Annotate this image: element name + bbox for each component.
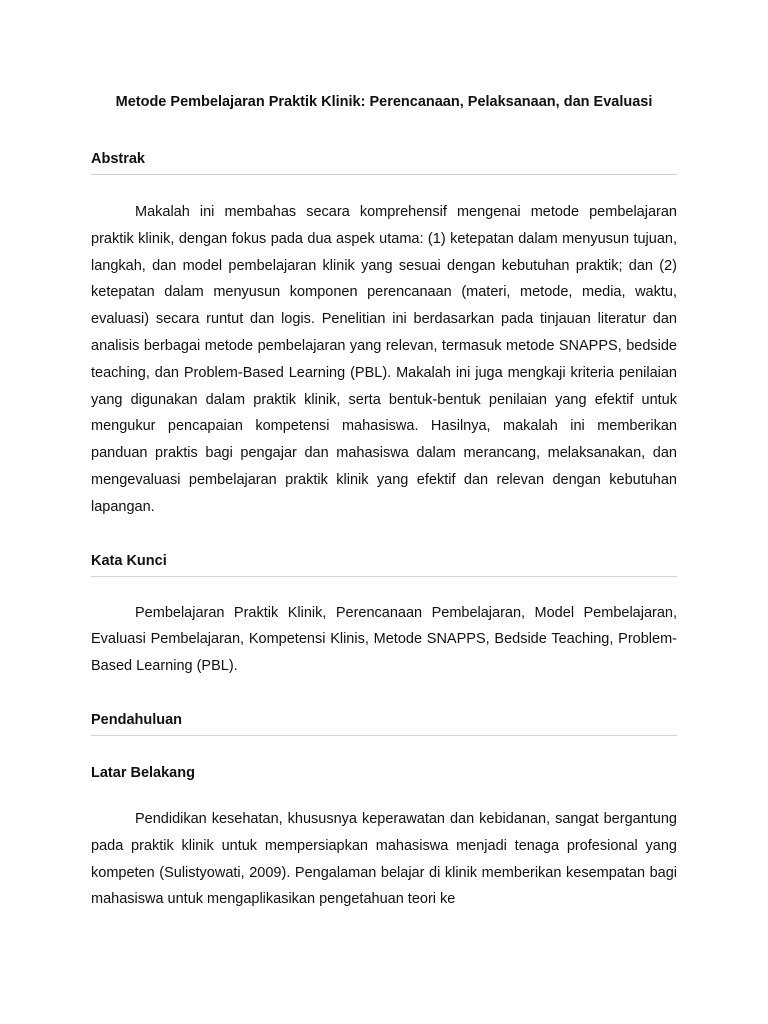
document-title: Metode Pembelajaran Praktik Klinik: Perencanaan, Pelaksanaan, dan Evaluasi: [115, 94, 653, 110]
abstract-heading: Abstrak: [91, 149, 677, 175]
keywords-heading: Kata Kunci: [91, 551, 677, 577]
background-paragraph: Pendidikan kesehatan, khususnya keperawatan dan kebidanan, sangat bergantung pada praktik klinik untuk mempersiapkan mahasiswa menjadi tenaga profesional yang kompeten (Sulistyowati, 2009). Pengalaman belajar di klinik memberikan kesempatan bagi mahasiswa untuk mengaplikasikan pengetahuan teori ke: [91, 810, 677, 908]
abstract-paragraph: Makalah ini membahas secara komprehensif mengenai metode pembelajaran praktik klinik, dengan fokus pada dua aspek utama: (1) ketepatan dalam menyusun tujuan, langkah, dan model pembelajaran klinik yang sesuai dengan kebutuhan praktik; dan (2) ketepatan dalam menyusun komponen perencanaan (materi, metode, media, waktu, evaluasi) secara runtut dan logis. Penelitian ini berdasarkan pada tinjauan literatur dan analisis berbagai metode pembelajaran yang relevan, termasuk metode SNAPPS, bedside teaching, dan Problem-Based Learning (PBL). Makalah ini juga mengkaji kriteria penilaian yang digunakan dalam praktik klinik, serta bentuk-bentuk penilaian yang efektif untuk mengukur pencapaian kompetensi mahasiswa. Hasilnya, makalah ini memberikan panduan praktis bagi pengajar dan mahasiswa dalam merancang, melaksanakan, dan mengevaluasi pembelajaran praktik klinik yang efektif dan relevan dengan kebutuhan lapangan.: [91, 204, 677, 515]
introduction-heading: Pendahuluan: [91, 710, 677, 736]
keywords-paragraph: Pembelajaran Praktik Klinik, Perencanaan Pembelajaran, Model Pembelajaran, Evaluasi Pembelajaran, Kompetensi Klinis, Metode SNAPPS, Bedside Teaching, Problem-Based Learning (PBL).: [91, 604, 677, 675]
background-heading: Latar Belakang: [91, 764, 195, 781]
